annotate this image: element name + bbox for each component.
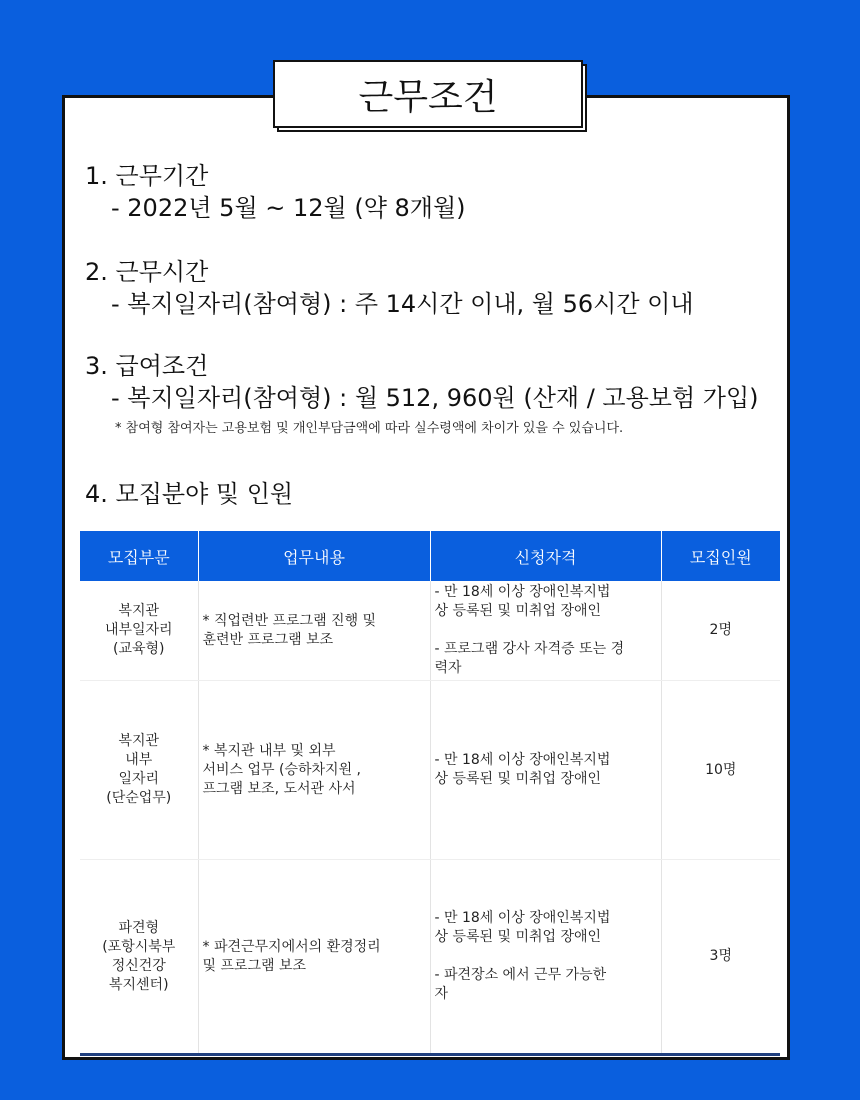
- section-heading: 2. 근무시간: [85, 258, 209, 286]
- duty-cell: * 파견근무지에서의 환경정리 및 프로그램 보조: [198, 860, 430, 1055]
- count-cell: 3명: [661, 860, 780, 1055]
- section-work-period: [85, 160, 466, 224]
- duty-cell: * 복지관 내부 및 외부 서비스 업무 (승하차지원 , 프그램 보조, 도서관 사서: [198, 681, 430, 860]
- salary-note: * 참여형 참여자는 고용보험 및 개인부담금액에 따라 실수령액에 차이가 있을 수 있습니다.: [115, 421, 624, 436]
- section-heading: 3. 급여조건: [85, 352, 209, 380]
- section-detail: - 2022년 5월 ~ 12월 (약 8개월): [111, 194, 466, 222]
- recruit-heading: 4. 모집분야 및 인원: [85, 480, 294, 508]
- dept-cell: 파견형 (포항시북부 정신건강 복지센터): [80, 860, 198, 1055]
- header-qualification: 신청자격: [430, 531, 661, 581]
- table-row: [80, 860, 780, 1055]
- count-cell: 2명: [661, 581, 780, 681]
- header-count: 모집인원: [661, 531, 780, 581]
- section-heading: 1. 근무기간: [85, 162, 209, 190]
- qualification-cell: - 만 18세 이상 장애인복지법 상 등록된 및 미취업 장애인 - 파견장소 에서 근무 가능한 자: [430, 860, 661, 1055]
- page-title: 근무조건: [273, 60, 583, 128]
- section-work-hours: [85, 256, 694, 320]
- count-cell: 10명: [661, 681, 780, 860]
- table-row: [80, 581, 780, 681]
- qualification-cell: - 만 18세 이상 장애인복지법 상 등록된 및 미취업 장애인 - 프로그램 강사 자격증 또는 경 력자: [430, 581, 661, 681]
- header-duty: 업무내용: [198, 531, 430, 581]
- qualification-cell: - 만 18세 이상 장애인복지법 상 등록된 및 미취업 장애인: [430, 681, 661, 860]
- section-salary: [85, 350, 759, 438]
- duty-cell: * 직업련반 프로그램 진행 및 훈련반 프로그램 보조: [198, 581, 430, 681]
- section-detail: - 복지일자리(참여형) : 월 512, 960원 (산재 / 고용보험 가입): [111, 384, 759, 412]
- header-dept: 모집부문: [80, 531, 198, 581]
- table-row: [80, 681, 780, 860]
- dept-cell: 복지관 내부일자리 (교육형): [80, 581, 198, 681]
- table-header-row: [80, 531, 780, 581]
- dept-cell: 복지관 내부 일자리 (단순업무): [80, 681, 198, 860]
- section-detail: - 복지일자리(참여형) : 주 14시간 이내, 월 56시간 이내: [111, 290, 694, 318]
- recruit-table: [80, 531, 780, 1056]
